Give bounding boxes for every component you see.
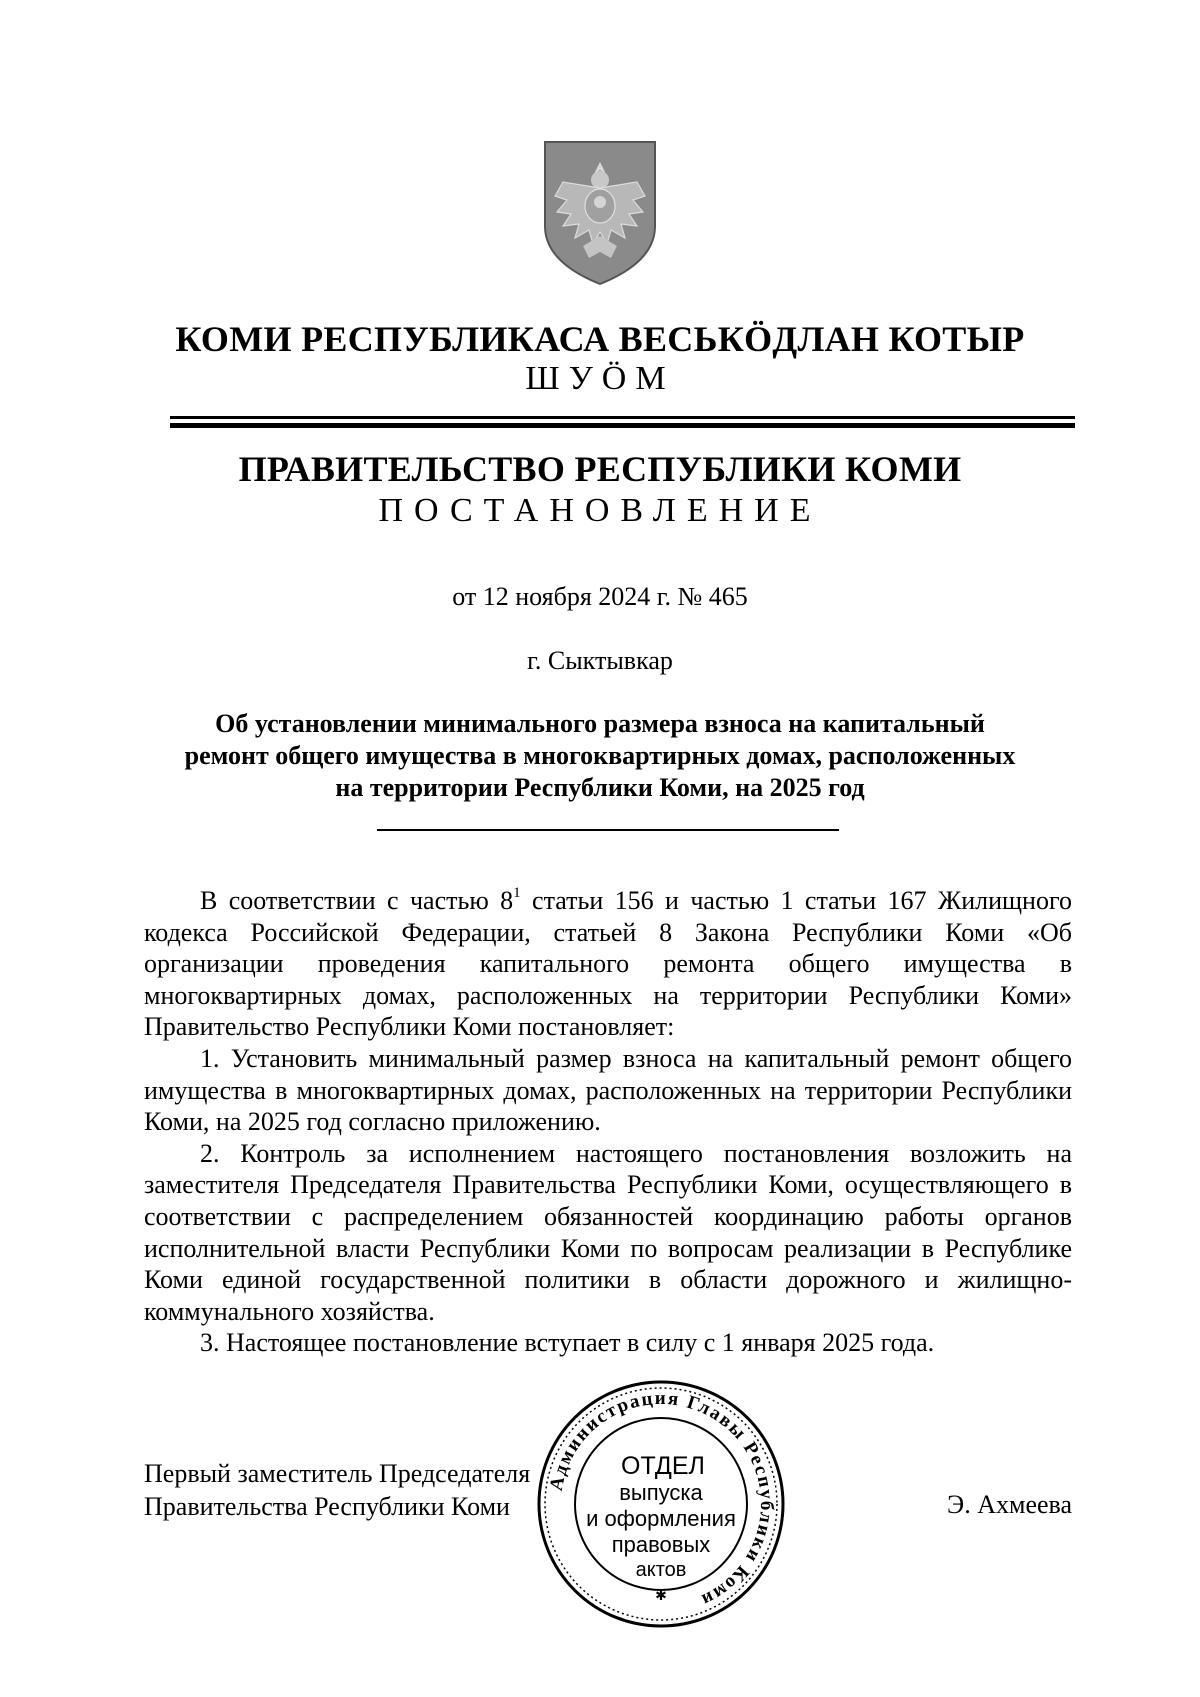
document-date-number: от 12 ноября 2024 г. № 465 <box>452 582 748 611</box>
komi-doc-type: ШУӦМ <box>525 360 675 397</box>
signatory-name: Э. Ахмеева <box>947 1490 1072 1519</box>
government-title: ПРАВИТЕЛЬСТВО РЕСПУБЛИКИ КОМИ <box>238 449 962 489</box>
preamble-superscript: 1 <box>513 885 521 902</box>
document-title-line: ремонт общего имущества в многоквартирных домах, расположенных <box>184 741 1016 770</box>
clause-1: 1. Установить минимальный размер взноса на капитальный ремонт общего имущества в многоквартирных домах, расположенных на территории Республики Коми, на 2025 год согласно приложению. <box>144 1043 1072 1137</box>
stamp-text-line: актов <box>635 1559 687 1581</box>
document-title-line: на территории Республики Коми, на 2025 год <box>335 773 865 802</box>
document-title <box>140 708 1060 804</box>
signatory-position <box>144 1457 530 1523</box>
svg-text:✱: ✱ <box>655 1588 667 1604</box>
document-type: ПОСТАНОВЛЕНИЕ <box>378 492 822 529</box>
document-title-line: Об установлении минимального размера взноса на капитальный <box>215 709 985 738</box>
header-divider-thin <box>170 416 1075 419</box>
document-city: г. Сыктывкар <box>527 646 673 675</box>
stamp-ring-text: Администрация Главы Республики Коми <box>545 1387 778 1612</box>
coat-of-arms-icon <box>543 140 657 286</box>
stamp-text-line: и оформления <box>586 1506 736 1531</box>
komi-header-title: КОМИ РЕСПУБЛИКАСА ВЕСЬКӦДЛАН КОТЫР <box>175 319 1025 359</box>
header-divider-thick <box>170 423 1075 428</box>
stamp-text-line: правовых <box>611 1532 711 1557</box>
preamble-text: В соответствии с частью 8 <box>200 886 514 915</box>
signatory-position-line: Правительства Республики Коми <box>144 1492 510 1521</box>
stamp-text-line: ОТДЕЛ <box>621 1452 705 1480</box>
clause-3: 3. Настоящее постановление вступает в силу с 1 января 2025 года. <box>200 1328 935 1358</box>
preamble-text-continued: статьи 156 и частью 1 статьи 167 Жилищного кодекса Российской Федерации, статьей 8 Закона Республики Коми «Об организации проведения капитального ремонта общего имущества в многоквартирных домах, расположенных на территории Республики Коми» Правительство Республики Коми постановляет: <box>144 886 1072 1042</box>
title-underline <box>377 829 839 831</box>
preamble-paragraph <box>144 885 1072 1043</box>
official-stamp <box>535 1378 787 1630</box>
stamp-text-line: выпуска <box>619 1480 703 1505</box>
clause-2: 2. Контроль за исполнением настоящего постановления возложить на заместителя Председателя Правительства Республики Коми, осуществляющего в соответствии с распределением обязанностей координацию работы органов исполнительной власти Республики Коми по вопросам реализации в Республике Коми единой государственной политики в области дорожного и жилищно-коммунального хозяйства. <box>144 1138 1072 1326</box>
signatory-position-line: Первый заместитель Председателя <box>144 1459 531 1488</box>
document-body <box>144 885 1072 1359</box>
